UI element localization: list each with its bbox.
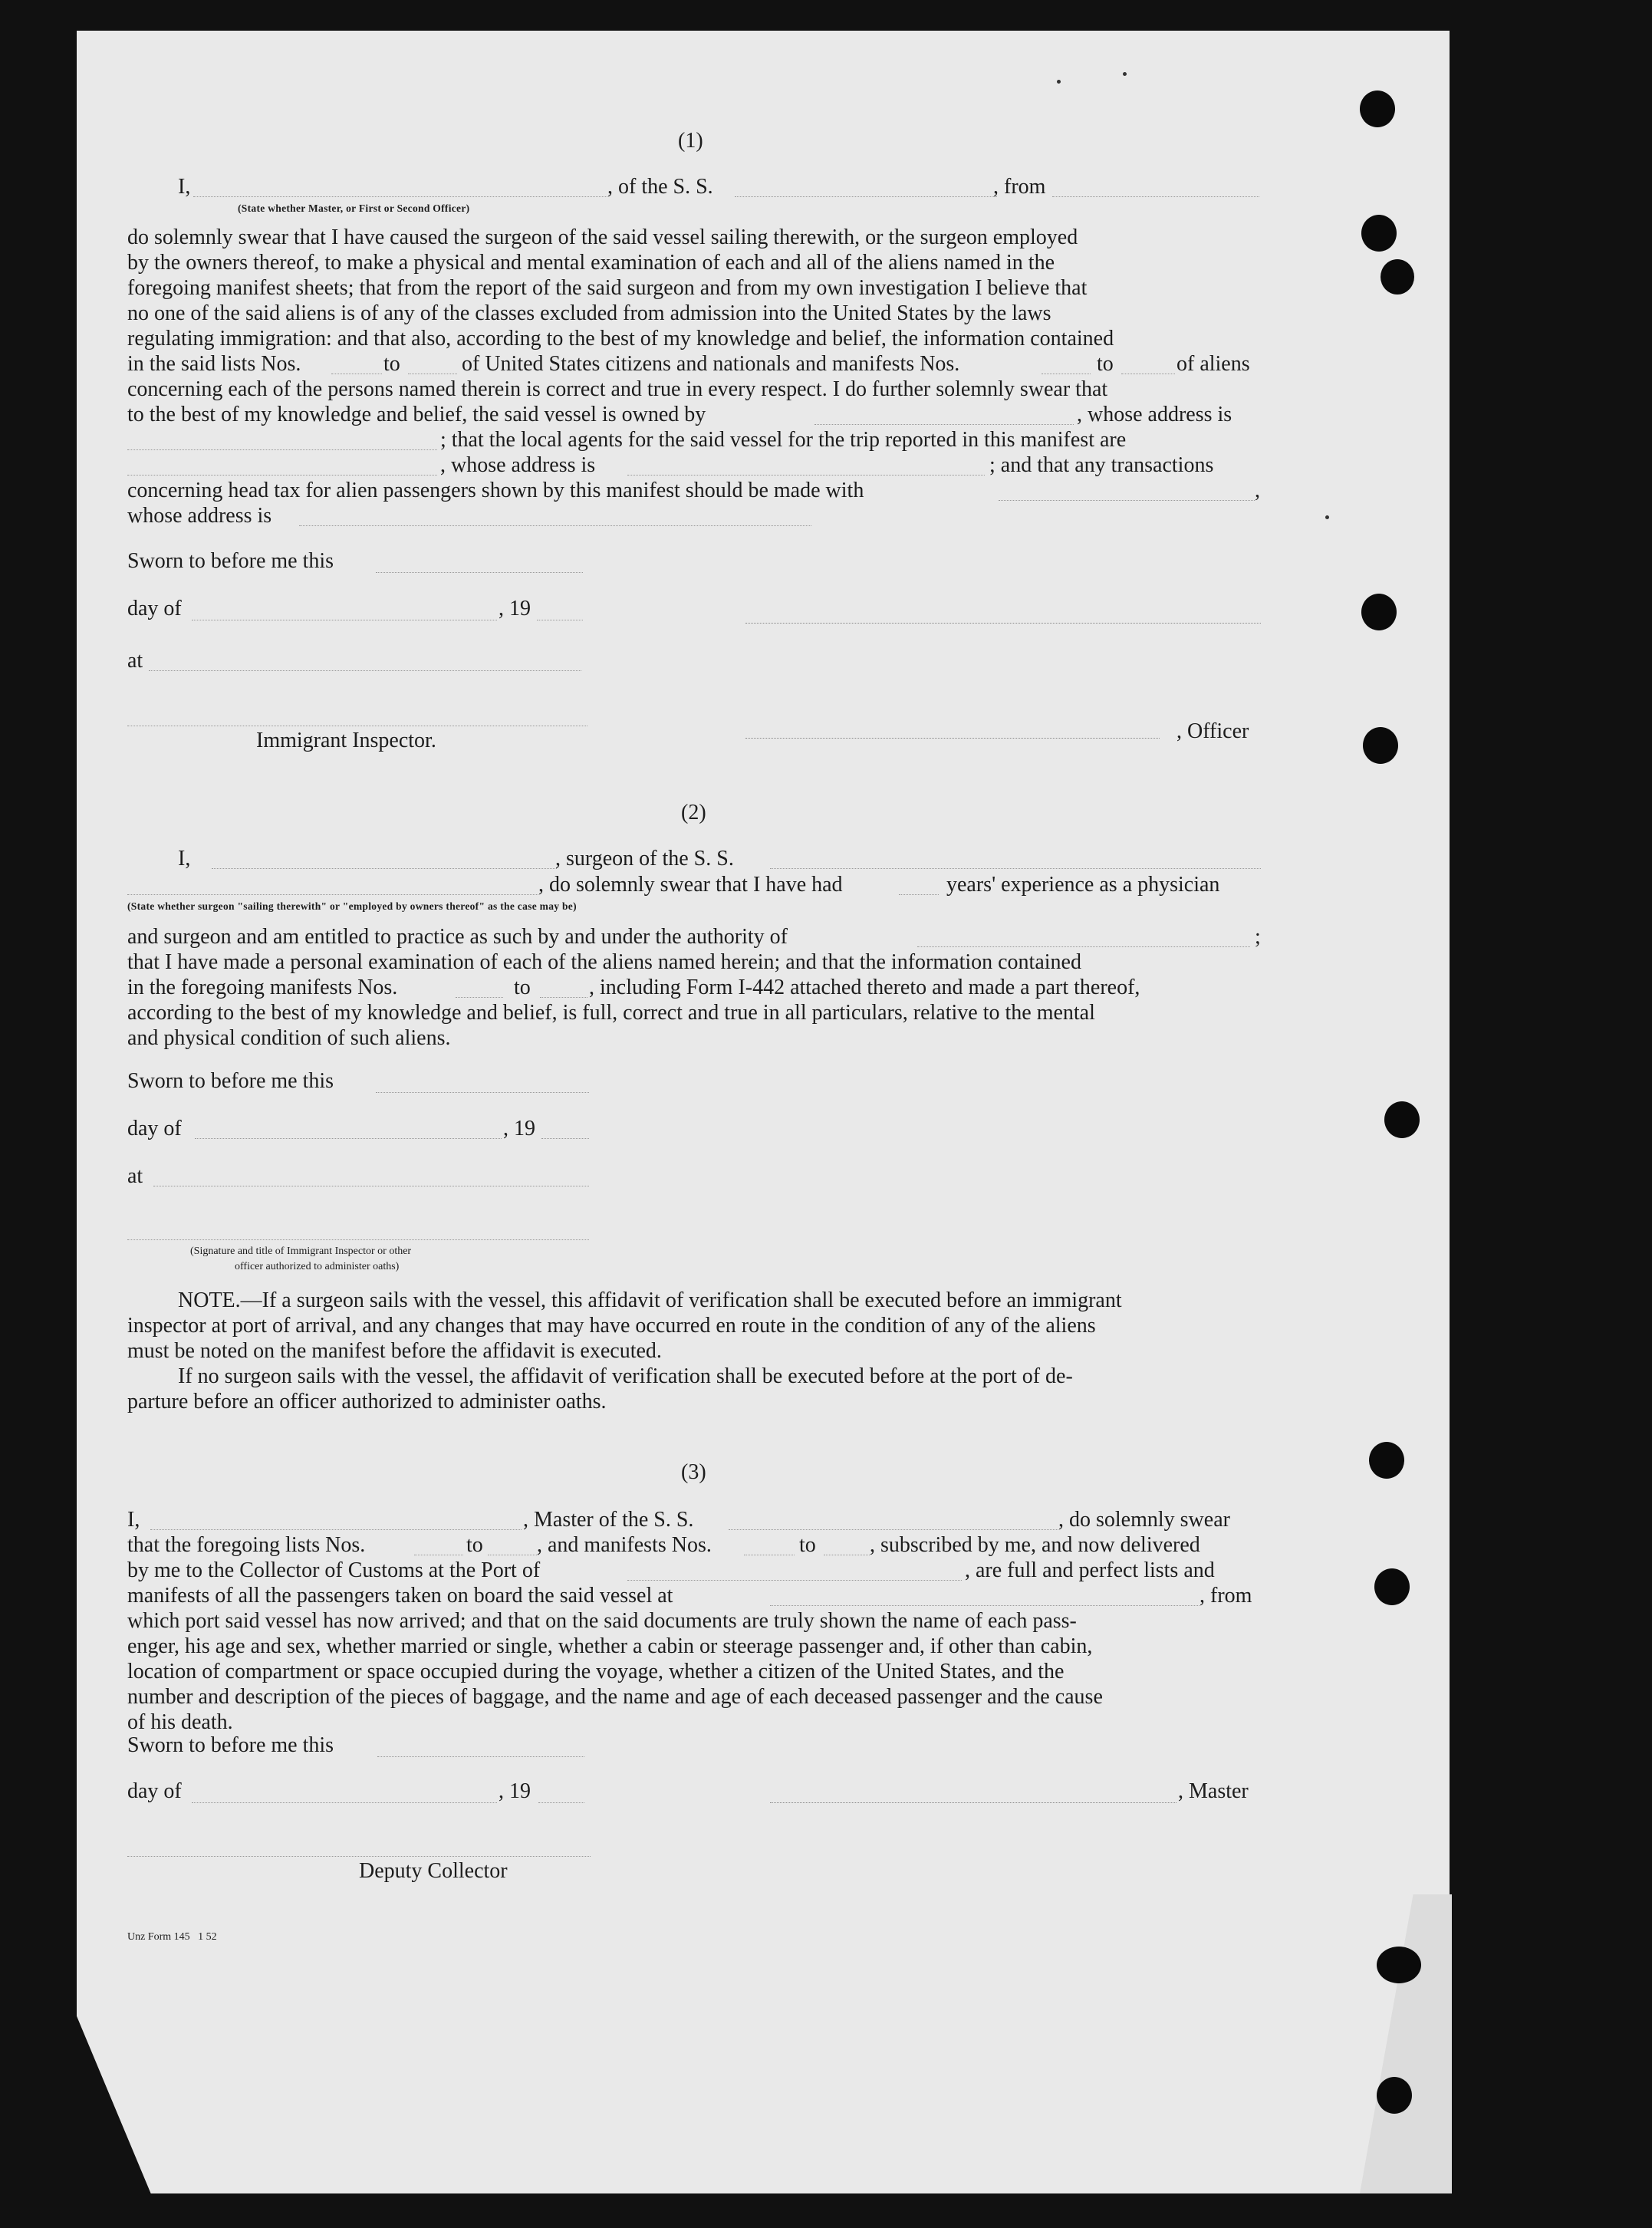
blank-line — [899, 894, 939, 895]
paragraph-line: according to the best of my knowledge and belief, is full, correct and true in all particulars, relative to the mental — [127, 1001, 1095, 1025]
text: I, — [178, 175, 191, 199]
text: ; that the local agents for the said vessel for the trip reported in this manifest are — [440, 428, 1127, 452]
punch-hole — [1361, 215, 1397, 252]
paragraph-line: by the owners thereof, to make a physical and mental examination of each and all of the aliens named in the — [127, 251, 1055, 275]
blank-line — [917, 946, 1250, 947]
signature-note: officer authorized to administer oaths) — [235, 1261, 400, 1272]
blank-line — [999, 500, 1255, 501]
officer-label: , Officer — [1176, 719, 1249, 743]
blank-line — [127, 475, 437, 476]
text: to — [466, 1533, 483, 1557]
blank-line — [195, 1138, 502, 1139]
text: , whose address is — [440, 453, 596, 477]
blank-line — [541, 1138, 589, 1139]
text: by me to the Collector of Customs at the Port of — [127, 1558, 541, 1582]
text: to — [514, 976, 531, 999]
blank-line — [729, 1529, 1058, 1530]
note-line: inspector at port of arrival, and any changes that may have occurred en route in the condition of any of the aliens — [127, 1314, 1096, 1338]
deputy-label: Deputy Collector — [359, 1859, 508, 1883]
blank-line — [376, 572, 583, 573]
text: of aliens — [1176, 352, 1250, 376]
master-label: , Master — [1178, 1779, 1249, 1803]
blank-line — [127, 449, 437, 450]
section-number: (1) — [678, 129, 703, 153]
punch-hole — [1363, 727, 1398, 764]
signature-line — [745, 623, 1261, 624]
paragraph-line: do solemnly swear that I have caused the surgeon of the said vessel sailing therewith, or the surgeon employed — [127, 225, 1078, 249]
punch-hole — [1369, 1442, 1404, 1479]
blank-line — [627, 475, 985, 476]
blank-line — [814, 424, 1074, 425]
text: , do solemnly swear that I have had — [538, 873, 843, 897]
blank-line — [193, 196, 607, 197]
text: to — [383, 352, 400, 376]
text: day of — [127, 1117, 182, 1140]
text: of United States citizens and nationals and manifests Nos. — [462, 352, 960, 376]
paragraph-line: that I have made a personal examination of each of the aliens named herein; and that the information contained — [127, 950, 1081, 974]
punch-hole — [1377, 1947, 1421, 1983]
paragraph-line: of his death. — [127, 1710, 233, 1734]
paragraph-line: location of compartment or space occupied during the voyage, whether a citizen of the United States, and the — [127, 1660, 1065, 1683]
text: , surgeon of the S. S. — [555, 847, 734, 870]
surgeon-note: (State whether surgeon "sailing therewith" or "employed by owners thereof" as the case may be) — [127, 900, 577, 912]
paragraph-line: enger, his age and sex, whether married or single, whether a cabin or steerage passenger and, if other than cabin, — [127, 1634, 1093, 1658]
text: in the foregoing manifests Nos. — [127, 976, 398, 999]
speck — [1057, 80, 1061, 84]
punch-hole — [1384, 1101, 1420, 1138]
text: , 19 — [499, 1779, 531, 1803]
text: to — [1097, 352, 1114, 376]
text: , 19 — [503, 1117, 535, 1140]
blank-line — [212, 868, 557, 869]
text: to — [799, 1533, 816, 1557]
signature-line — [770, 1802, 1176, 1803]
text: ; — [1255, 925, 1261, 949]
text: , — [1255, 479, 1260, 502]
paragraph-line: and physical condition of such aliens. — [127, 1026, 451, 1050]
speck — [1325, 515, 1329, 519]
blank-line — [540, 997, 587, 998]
paragraph-line: no one of the said aliens is of any of the classes excluded from admission into the United States by the laws — [127, 301, 1051, 325]
note-line: parture before an officer authorized to administer oaths. — [127, 1390, 607, 1413]
text: and surgeon and am entitled to practice as such by and under the authority of — [127, 925, 788, 949]
text: I, — [127, 1508, 140, 1532]
blank-line — [770, 1605, 1200, 1606]
text: , from — [1200, 1584, 1252, 1608]
text: years' experience as a physician — [946, 873, 1220, 897]
signature-line — [127, 1239, 589, 1240]
punch-hole — [1381, 259, 1414, 295]
text: manifests of all the passengers taken on board the said vessel at — [127, 1584, 673, 1608]
blank-line — [735, 196, 997, 197]
paragraph-line: number and description of the pieces of baggage, and the name and age of each deceased passenger and the cause — [127, 1685, 1103, 1709]
blank-line — [150, 1529, 522, 1530]
punch-hole — [1361, 594, 1397, 630]
blank-line — [627, 1580, 962, 1581]
section-number: (2) — [681, 801, 706, 824]
note-line: must be noted on the manifest before the affidavit is executed. — [127, 1339, 662, 1363]
text: ; and that any transactions — [989, 453, 1214, 477]
punch-hole — [1377, 2077, 1412, 2114]
text: I, — [178, 847, 191, 870]
blank-line — [1052, 196, 1259, 197]
text: , Master of the S. S. — [523, 1508, 694, 1532]
signature-line — [127, 1856, 591, 1857]
text: , including Form I-442 attached thereto and made a part thereof, — [589, 976, 1140, 999]
text: that the foregoing lists Nos. — [127, 1533, 366, 1557]
paragraph-line: foregoing manifest sheets; that from the report of the said surgeon and from my own investigation I believe that — [127, 276, 1088, 300]
paragraph-line: concerning each of the persons named therein is correct and true in every respect. I do further solemnly swear that — [127, 377, 1108, 401]
speck — [1123, 72, 1127, 76]
note-line: NOTE.—If a surgeon sails with the vessel, this affidavit of verification shall be executed before an immigrant — [178, 1288, 1122, 1312]
text: , do solemnly swear — [1058, 1508, 1230, 1532]
blank-line — [456, 997, 503, 998]
text: , are full and perfect lists and — [965, 1558, 1215, 1582]
text: , 19 — [499, 597, 531, 620]
paragraph-line: which port said vessel has now arrived; and that on the said documents are truly shown the name of each pass- — [127, 1609, 1077, 1633]
blank-line — [299, 525, 811, 526]
text: at — [127, 649, 143, 673]
blank-line — [149, 670, 581, 671]
blank-line — [376, 1092, 589, 1093]
blank-line — [192, 1802, 497, 1803]
punch-hole — [1374, 1568, 1410, 1605]
punch-hole — [1360, 91, 1395, 127]
section-number: (3) — [681, 1460, 706, 1484]
text: at — [127, 1164, 143, 1188]
text: concerning head tax for alien passengers shown by this manifest should be made with — [127, 479, 864, 502]
officer-note: (State whether Master, or First or Second Officer) — [238, 202, 470, 214]
text: , from — [993, 175, 1046, 199]
text: Sworn to before me this — [127, 1069, 334, 1093]
text: day of — [127, 1779, 182, 1803]
signature-line — [745, 738, 1160, 739]
inspector-label: Immigrant Inspector. — [256, 729, 436, 752]
text: Sworn to before me this — [127, 1733, 334, 1757]
blank-line — [377, 1756, 584, 1757]
text: , whose address is — [1077, 403, 1232, 426]
paragraph-line: regulating immigration: and that also, according to the best of my knowledge and belief, the information contained — [127, 327, 1114, 350]
text: day of — [127, 597, 182, 620]
blank-line — [127, 894, 538, 895]
text: Sworn to before me this — [127, 549, 334, 573]
text: , subscribed by me, and now delivered — [870, 1533, 1200, 1557]
note-line: If no surgeon sails with the vessel, the affidavit of verification shall be executed before at the port of de- — [178, 1364, 1073, 1388]
text: whose address is — [127, 504, 272, 528]
text: , of the S. S. — [607, 175, 713, 199]
text: , and manifests Nos. — [537, 1533, 712, 1557]
signature-note: (Signature and title of Immigrant Inspector or other — [190, 1246, 412, 1257]
text: in the said lists Nos. — [127, 352, 301, 376]
blank-line — [770, 868, 1261, 869]
form-number: Unz Form 145 1 52 — [127, 1931, 217, 1943]
blank-line — [538, 1802, 584, 1803]
text: to the best of my knowledge and belief, the said vessel is owned by — [127, 403, 706, 426]
